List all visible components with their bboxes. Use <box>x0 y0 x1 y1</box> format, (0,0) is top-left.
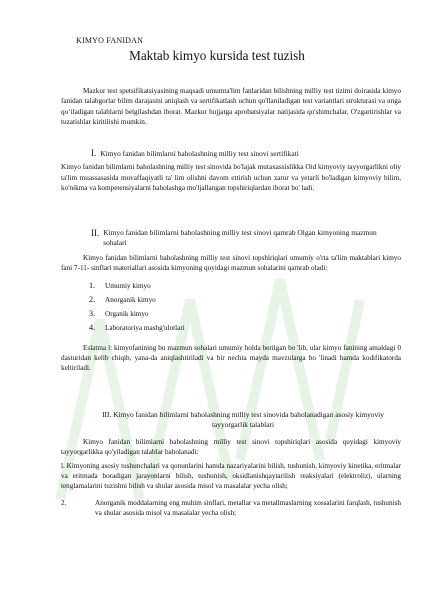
intro-paragraph: Mazkur test spetsifikatsiyasining maqsadi umumta'lim fanlaridan bilishning milliy test tizimi doirasida kimyo fanidan talabgorlar bilim darajasini aniqlash va sertifikatlash uchun qo'llaniladigan test variantlari strukturasi va unga qoʻiladigan talablarni belgilashdan iborat. Mazkur hujjatga aprobatsiyalar natijasida qo'shimchalar, O'zgartirishlar va tuzatishlar kiritilishi mumkin. <box>61 87 401 127</box>
list-item: 3. Organik kimyo <box>89 308 149 318</box>
list-item: 1. Umumiy kimyo <box>89 280 151 290</box>
section-2 <box>61 228 401 374</box>
section-1-heading <box>61 148 401 159</box>
section-2-title: Kimyo fanidan bilimlarni baholashning milliy test sinovi qamrab Olgan kimyoning mazmun sohalari <box>103 228 377 248</box>
note-paragraph: Eslatma l: kimyofanining bu mazmun sohalari umumiy holda berilgan bo 'lib, ular kimyo fanining amaldagi 0 dasturidan kelib chiqib, yana-da aniqlashtiriladi va bir nechta mayda mavzularga bo 'linadi hamda kodifikatorda keltiriladi. <box>61 343 401 373</box>
list-item: 4. Laboratoriya mashg'ulotlari <box>89 322 185 332</box>
section-3 <box>61 410 401 519</box>
content-areas-list <box>61 279 401 335</box>
section-2-paragraph: Kimyo fanidan bilimlarni baholashning milliy test sinovi topshiriqlari umumiy o'rta ta'lim maktablari kimyo fani 7-11- sinflari materiallari asosida kimyoning quyidagi mazmun sohalarini qamrab oladi: <box>61 253 401 273</box>
section-3-heading: III. Kimyo fanidan bilimlarni baholashning milliy test sinovida baholanadigan asosiy kimyoviy tayyorgarlik talablari <box>102 410 384 430</box>
list-item: 2. Anorganik kimyo <box>89 294 156 304</box>
section-1-title: Kimyo fanidan bilimlarni baholashning milliy test sinovi sertifikati <box>100 149 299 158</box>
requirement-2-text: Anorganik moddalarning eng muhim sinflari, metallar va metallmaslarning xossalarini farqlash, tushunish va shular asosida misol va masalalar yecha olish; <box>95 498 401 518</box>
section-1 <box>61 148 401 194</box>
subject-label: KIMYO FANIDAN <box>76 36 144 45</box>
section-3-paragraph: Kimyo fanidan bilimlarni baholashning milliy test sinovi topshiriqlari asosida quyidagi kimyoviy tayyorgarlikka qo'yiladigan talablar baholanadi: <box>61 437 401 457</box>
requirement-2-number: 2. <box>61 498 67 507</box>
section-2-heading <box>61 228 401 249</box>
requirement-1: l. Kimyoning asosiy tushunchalari va qonunlarini hamda nazariyalarini bilish, tushunish, kimyoviy kinetika, eritmalar va eritmada boradigan jarayonlarni bilish, tushunish, oksidlanishqaytarilish reaksiyalari (elektroliz), ularning tenglamalarini tuzishni bilish va shular asosida misol va masalalar yecha olish; <box>61 461 401 491</box>
section-2-number: II. <box>91 228 100 238</box>
section-1-number: I. <box>91 148 97 158</box>
section-1-paragraph: Kimyo fanidan bilimlarni baholashning milliy test sinovida bo'lajak mutaxassislikka Oid kimyoviy tayyorgarlikni oliy ta'lim muassasasida muvaffaqiyatli ta' lim olishni davom ettirish uchun zarur va yetarli bo'ladigan kimyoviy bilim, ko'nikma va kompetensiyalarni baholashga mo'ljallangan topshiriqlardan iborat bo' ladi. <box>61 163 401 193</box>
page-title: Maktab kimyo kursida test tuzish <box>129 48 305 63</box>
intro-paragraph-block <box>61 86 401 128</box>
requirement-2 <box>61 498 401 519</box>
